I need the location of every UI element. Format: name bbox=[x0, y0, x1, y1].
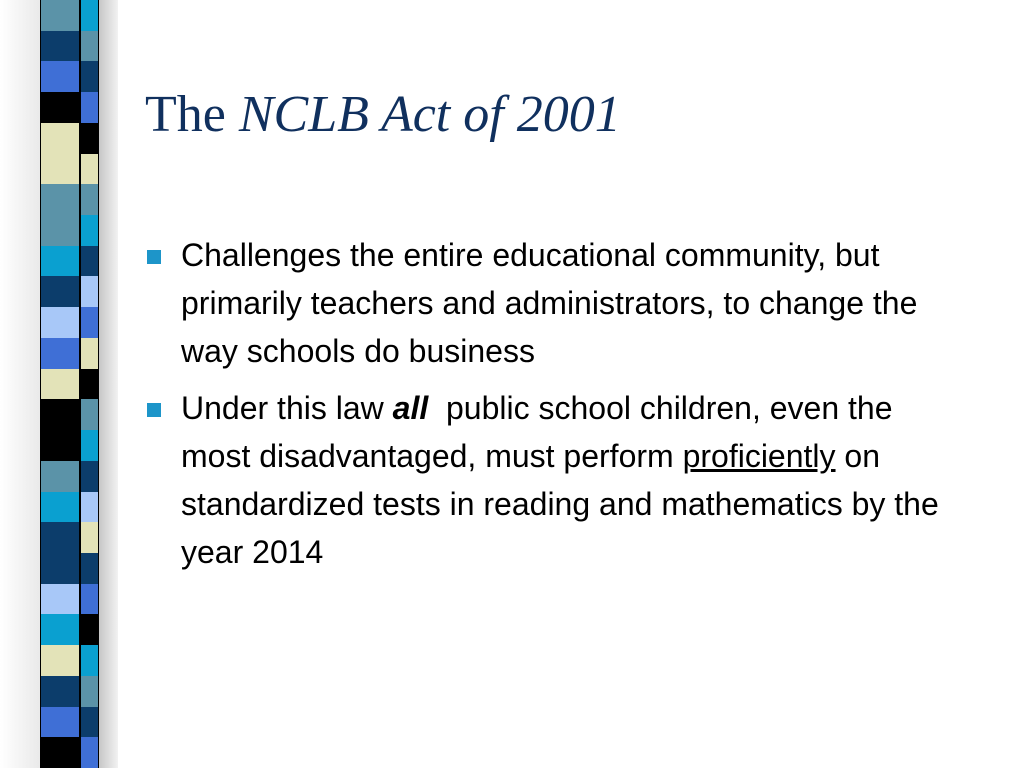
stripe-block bbox=[80, 184, 99, 215]
decorative-stripe-bar bbox=[0, 0, 118, 768]
stripe-block bbox=[40, 0, 80, 31]
bullet-text-part: on standardized tests in reading and mathematics by the year 2014 bbox=[181, 438, 939, 570]
stripe-block bbox=[40, 215, 80, 246]
stripe-block bbox=[40, 492, 80, 523]
stripe-column-right bbox=[80, 0, 99, 768]
stripe-block bbox=[80, 492, 99, 523]
stripe-block bbox=[80, 276, 99, 307]
stripe-block bbox=[40, 61, 80, 92]
stripe-block bbox=[40, 123, 80, 154]
stripe-block bbox=[80, 123, 99, 154]
stripe-block bbox=[80, 461, 99, 492]
stripe-block bbox=[40, 461, 80, 492]
stripe-block bbox=[80, 369, 99, 400]
square-bullet-icon bbox=[147, 403, 161, 417]
stripe-block bbox=[40, 184, 80, 215]
bullet-text-part: Under this law bbox=[181, 390, 393, 426]
stripe-block bbox=[80, 430, 99, 461]
stripe-block bbox=[80, 676, 99, 707]
stripe-block bbox=[80, 645, 99, 676]
stripe-block bbox=[80, 522, 99, 553]
stripe-block bbox=[80, 614, 99, 645]
stripe-column-left bbox=[40, 0, 80, 768]
stripe-block bbox=[80, 584, 99, 615]
stripe-block bbox=[40, 676, 80, 707]
stripe-block bbox=[80, 246, 99, 277]
stripe-block bbox=[40, 307, 80, 338]
stripe-block bbox=[40, 430, 80, 461]
stripe-block bbox=[40, 553, 80, 584]
stripe-block bbox=[80, 215, 99, 246]
stripe-block bbox=[80, 154, 99, 185]
stripe-block bbox=[80, 737, 99, 768]
stripe-block bbox=[80, 399, 99, 430]
stripe-block bbox=[40, 276, 80, 307]
stripe-block bbox=[40, 369, 80, 400]
stripe-block bbox=[40, 31, 80, 62]
stripe-block bbox=[80, 307, 99, 338]
title-plain: The bbox=[145, 86, 239, 143]
bullet-item-1 bbox=[145, 231, 945, 375]
underlined-proficiently: proficiently bbox=[682, 438, 836, 474]
stripe-block bbox=[80, 553, 99, 584]
stripe-block bbox=[80, 0, 99, 31]
stripe-block bbox=[40, 399, 80, 430]
stripe-block bbox=[40, 92, 80, 123]
stripe-block bbox=[80, 338, 99, 369]
stripe-block bbox=[40, 614, 80, 645]
stripe-block bbox=[80, 92, 99, 123]
bullet-list bbox=[145, 231, 945, 585]
square-bullet-icon bbox=[147, 250, 161, 264]
stripe-block bbox=[40, 154, 80, 185]
stripe-block bbox=[40, 707, 80, 738]
stripe-block bbox=[40, 737, 80, 768]
stripe-block bbox=[80, 31, 99, 62]
bullet-item-2 bbox=[145, 384, 945, 576]
title-italic: NCLB Act of 2001 bbox=[238, 86, 621, 143]
stripe-block bbox=[80, 707, 99, 738]
slide-title bbox=[145, 84, 621, 146]
stripe-block bbox=[40, 645, 80, 676]
stripe-block bbox=[40, 246, 80, 277]
stripe-block bbox=[40, 338, 80, 369]
bullet-text-part: public school children, even the most disadvantaged, must perform bbox=[181, 390, 902, 474]
bullet-text: Challenges the entire educational community, but primarily teachers and administrators, to change the way schools do business bbox=[181, 237, 918, 369]
stripe-block bbox=[80, 61, 99, 92]
bullet-text bbox=[181, 384, 945, 576]
stripe-block bbox=[40, 522, 80, 553]
stripe-block bbox=[40, 584, 80, 615]
emphasis-all: all bbox=[392, 390, 429, 426]
